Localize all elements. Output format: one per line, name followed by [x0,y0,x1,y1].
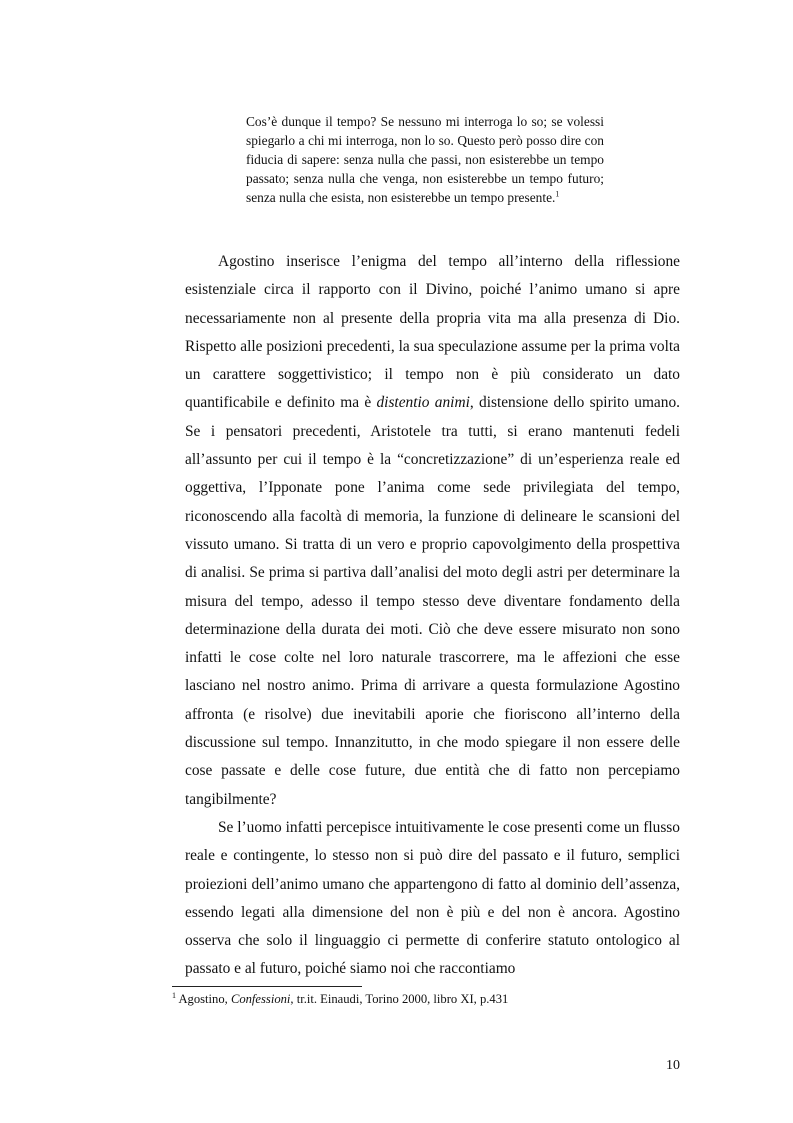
footnote-suffix: , tr.it. Einaudi, Torino 2000, libro XI, p.431 [290,992,509,1006]
page-number: 10 [666,1058,680,1073]
paragraph-2 [185,814,680,984]
paragraph-1-part-2: , distensione dello spirito umano. Se i pensatori precedenti, Aristotele tra tutti, si erano mantenuti fedeli all’assunto per cui il tempo è la “concretizzazione” di un’esperienza reale ed oggettiva, l’Ipponate pone l’anima come sede privilegiata del tempo, riconoscendo alla facoltà di memoria, la funzione di delineare le scansioni del vissuto umano. Si tratta di un vero e proprio capovolgimento della prospettiva di analisi. Se prima si partiva dall’analisi del moto degli astri per determinare la misura del tempo, adesso il tempo stesso deve diventare fondamento della determinazione della durata dei moti. Ciò che deve essere misurato non sono infatti le cose colte nel loro naturale trascorrere, ma le affezioni che esse lasciano nel nostro animo. Prima di arrivare a questa formulazione Agostino affronta (e risolve) due inevitabili aporie che fioriscono all’interno della discussione sul tempo. Innanzitutto, in che modo spiegare il non essere delle cose passate e delle cose future, due entità che di fatto non percepiamo tangibilmente? [185,394,680,808]
footnote-divider [172,986,362,987]
main-text [185,248,680,984]
paragraph-2-text: Se l’uomo infatti percepisce intuitivamente le cose presenti come un flusso reale e contingente, lo stesso non si può dire del passato e il futuro, semplici proiezioni dell’animo umano che appartengono di fatto al dominio dell’assenza, essendo legati alla dimensione del non è più e del non è ancora. Agostino osserva che solo il linguaggio ci permette di conferire statuto ontologico al passato e al futuro, poiché siamo noi che raccontiamo [185,818,680,978]
quote-text: Cos’è dunque il tempo? Se nessuno mi interroga lo so; se volessi spiegarlo a chi mi interroga, non lo so. Questo però posso dire con fiducia di sapere: senza nulla che passi, non esisterebbe un tempo passato; senza nulla che venga, non esisterebbe un tempo futuro; senza nulla che esista, non esisterebbe un tempo presente. [246,114,604,205]
quote-paragraph [246,112,604,207]
paragraph-1-part-1: Agostino inserisce l’enigma del tempo all’interno della riflessione esistenziale circa il rapporto con il Divino, poiché l’animo umano si apre necessariamente non al presente della propria vita ma alla presenza di Dio. Rispetto alle posizioni precedenti, la sua speculazione assume per la prima volta un carattere soggettivistico; il tempo non è più considerato un dato quantificabile e definito ma è [185,253,680,412]
italic-term: distentio animi [376,394,470,412]
footnote-number: 1 [172,990,176,1000]
footnote-reference: 1 [555,189,560,199]
footnote-prefix: Agostino, [176,992,231,1006]
footnote-title: Confessioni [230,992,291,1006]
paragraph-1 [185,248,680,814]
block-quote [246,112,604,207]
footnote [172,991,692,1008]
